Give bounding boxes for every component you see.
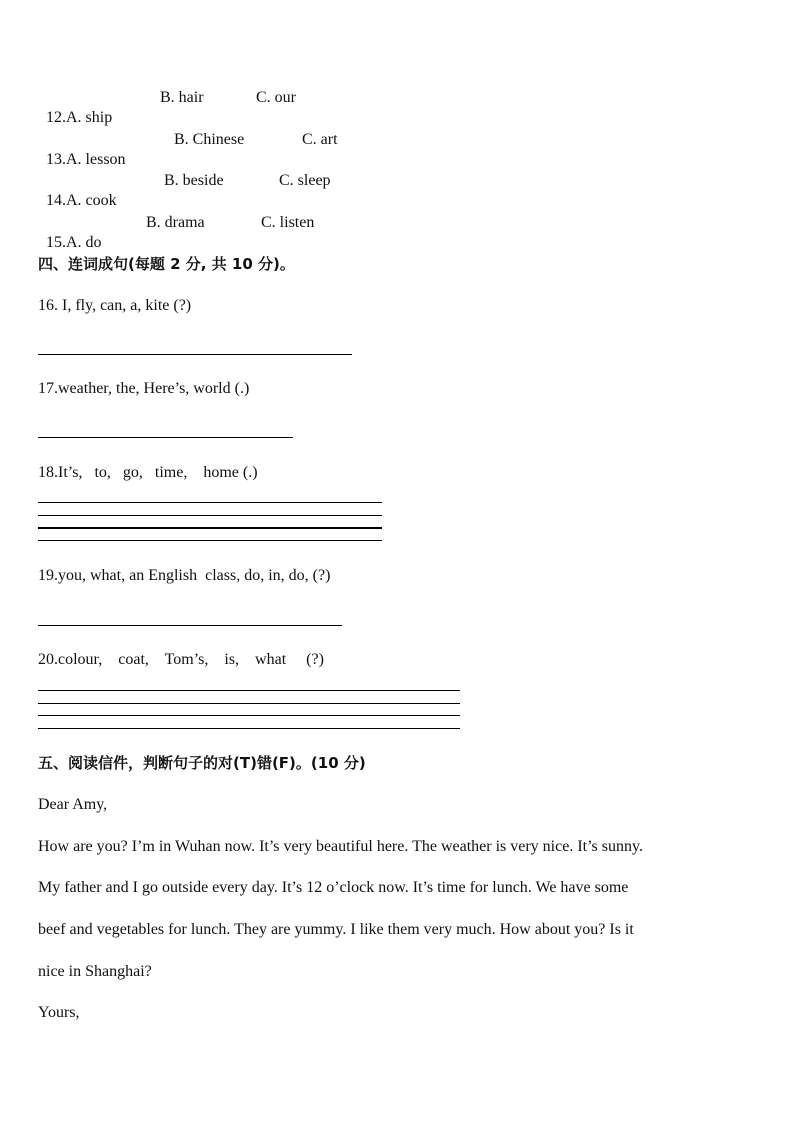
answer-line[interactable] [38,625,342,626]
letter-greeting: Dear Amy, [38,796,108,813]
letter-line: nice in Shanghai? [38,963,152,980]
option-b: B. hair [160,89,204,106]
option-c: C. listen [261,214,315,231]
question-number: 13. [46,151,66,168]
letter-line: beef and vegetables for lunch. They are yummy. I like them very much. How about you? Is it [38,921,634,938]
section-4-heading: 四、连词成句(每题 2 分, 共 10 分)。 [38,255,295,273]
answer-line[interactable] [38,354,352,355]
letter-closing: Yours, [38,1004,80,1021]
question-16: 16. I, fly, can, a, kite (?) [38,297,192,314]
answer-line[interactable] [38,728,460,729]
answer-line[interactable] [38,502,382,503]
question-20: 20.colour, coat, Tom’s, is, what (?) [38,651,324,668]
answer-line[interactable] [38,540,382,541]
question-18: 18.It’s, to, go, time, home (.) [38,464,258,481]
question-19: 19.you, what, an English class, do, in, do, (?) [38,567,331,584]
answer-line[interactable] [38,715,460,716]
question-17: 17.weather, the, Here’s, world (.) [38,380,250,397]
answer-line[interactable] [38,690,460,691]
section-5-heading: 五、阅读信件，判断句子的对(T)错(F)。(10 分) [38,754,366,772]
answer-line[interactable] [38,527,382,529]
question-number: 12. [46,109,66,126]
option-a: A. cook [66,192,117,209]
option-a: A. lesson [66,151,126,168]
answer-line[interactable] [38,703,460,704]
option-c: C. sleep [279,172,331,189]
letter-line: How are you? I’m in Wuhan now. It’s very beautiful here. The weather is very nice. It’s sunny. [38,838,643,855]
question-number: 14. [46,192,66,209]
option-b: B. beside [164,172,224,189]
option-a: A. ship [66,109,113,126]
option-b: B. drama [146,214,205,231]
option-c: C. art [302,131,338,148]
letter-line: My father and I go outside every day. It’s 12 o’clock now. It’s time for lunch. We have some [38,879,629,896]
option-b: B. Chinese [174,131,245,148]
option-c: C. our [256,89,296,106]
answer-line[interactable] [38,515,382,516]
question-number: 15. [46,234,66,251]
option-a: A. do [66,234,102,251]
answer-line[interactable] [38,437,293,438]
